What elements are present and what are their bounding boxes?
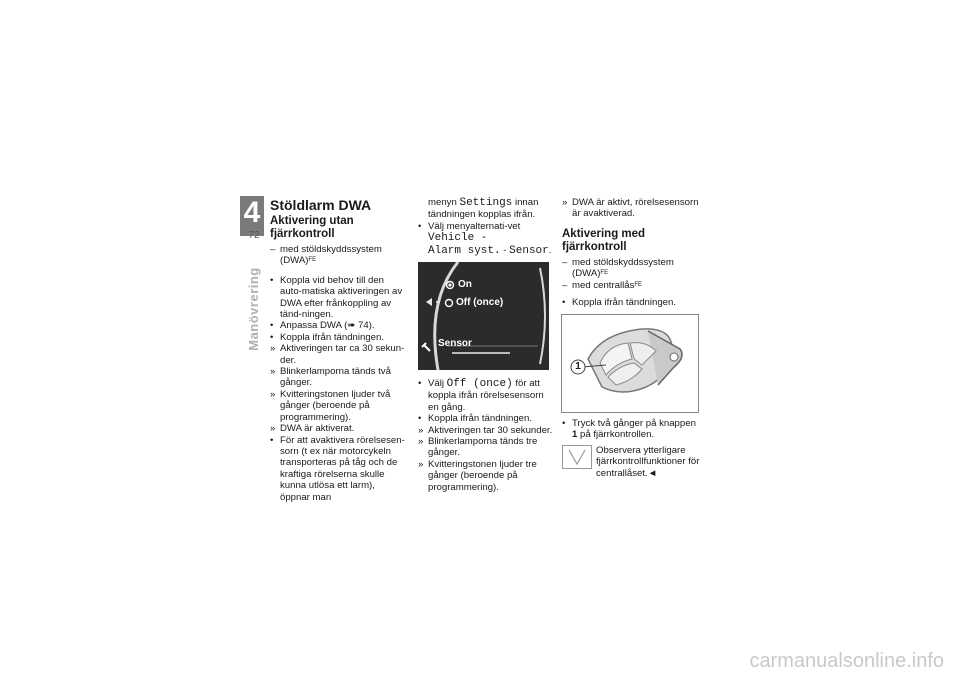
list-item: » Blinkerlamporna tänds två gånger. — [270, 366, 391, 389]
note-icon — [562, 445, 592, 469]
list-item: » Aktiveringen tar 30 sekunder. — [418, 424, 553, 436]
screen-menu-sensor: Sensor — [438, 338, 472, 349]
requirement-item: – med stöldskyddssystem (DWA)$^{FE}$ — [562, 256, 674, 280]
list-item: » DWA är aktivt, rörelsesensorn är avaktiverad. — [562, 197, 699, 220]
chapter-number: 4 — [243, 196, 261, 229]
menu-path-vehicle: Vehicle - — [428, 232, 488, 245]
column-2 — [418, 197, 553, 257]
list-item: • För att avaktivera rörelsesen-sorn (t ex när motorcykeln transporteras på tåg och de kraftiga rörelserna skulle kunna utlösa ett larm), öppnar man — [270, 434, 405, 503]
menu-path-sensor: Sensor — [509, 244, 549, 257]
requirements-list — [562, 257, 700, 291]
key-fob-icon — [562, 315, 698, 412]
note-text: Observera ytterligare fjärrkontrollfunktioner för centrallåset. — [596, 444, 700, 479]
list-item: • Välj menyalternati-vet Vehicle - Alarm syst. - Sensor. — [418, 220, 552, 257]
option-off-once: Off (once) — [446, 378, 513, 390]
note-box — [562, 445, 700, 479]
section-title: Stöldlarm DWA — [270, 197, 372, 213]
requirement-item — [270, 244, 405, 267]
continued-text: menyn Settings innan tändningen kopplas ifrån. — [428, 197, 539, 221]
list-item: » Kvitteringstonen ljuder två gånger (beroende på programmering). — [270, 388, 391, 423]
column-3-lower — [562, 418, 700, 479]
requirement-text: med stöldskyddssystem (DWA) — [280, 244, 382, 267]
figure-callout-1: 1 — [575, 361, 581, 372]
list-item: • Koppla ifrån tändningen. — [418, 413, 533, 425]
key-fob-figure — [561, 314, 699, 413]
list-item: • Koppla vid behov till den auto-matiska aktiveringen av DWA efter frånkoppling av tänd-ningen. — [270, 274, 403, 321]
watermark: carmanualsonline.info — [749, 650, 944, 672]
key-reference: 1 — [572, 429, 578, 441]
subsection-heading: Aktivering utan fjärrkontroll — [270, 215, 354, 240]
requirement-marker: – — [270, 244, 276, 255]
page-number: 72 — [248, 230, 260, 241]
screen-option-off-once: Off (once) — [456, 297, 504, 308]
requirements-list — [270, 244, 405, 267]
column-2-lower — [418, 378, 553, 493]
list-item: » Blinkerlamporna tänds tre gånger. — [418, 436, 538, 459]
column-3 — [562, 197, 700, 308]
requirement-sup: FE — [308, 257, 317, 264]
screen-option-on: On — [458, 279, 472, 290]
steps-list — [270, 275, 405, 503]
list-item: • Tryck två gånger på knappen 1 på fjärrkontrollen. — [562, 418, 696, 441]
subsection-heading: Aktivering med fjärrkontroll — [562, 227, 646, 253]
menu-path-alarm: Alarm syst. — [428, 244, 501, 257]
screen-frame-graphic — [418, 262, 549, 370]
list-item: • Koppla ifrån tändningen. — [562, 297, 677, 309]
list-item: » DWA är aktiverat. — [270, 423, 355, 435]
list-item: • Koppla ifrån tändningen. — [270, 331, 385, 343]
column-1 — [270, 197, 405, 503]
list-item: • Välj Off (once) för att koppla ifrån rörelsesensorn en gång. — [418, 378, 544, 413]
requirement-item: – med centrallås$^{FE}$ — [562, 279, 643, 291]
list-item: » Aktiveringen tar ca 30 sekun-der. — [270, 343, 405, 366]
list-item: • Anpassa DWA (➠ 74). — [270, 320, 405, 331]
menu-name-settings: Settings — [459, 197, 513, 209]
list-item: » Kvitteringstonen ljuder tre gånger (beroende på programmering). — [418, 458, 537, 493]
end-mark-icon: ◄ — [647, 467, 658, 479]
chapter-side-title: Manövrering — [246, 267, 261, 351]
display-screen-image — [418, 262, 549, 370]
cross-reference-link[interactable]: Anpassa DWA (➠ 74). — [280, 320, 375, 332]
